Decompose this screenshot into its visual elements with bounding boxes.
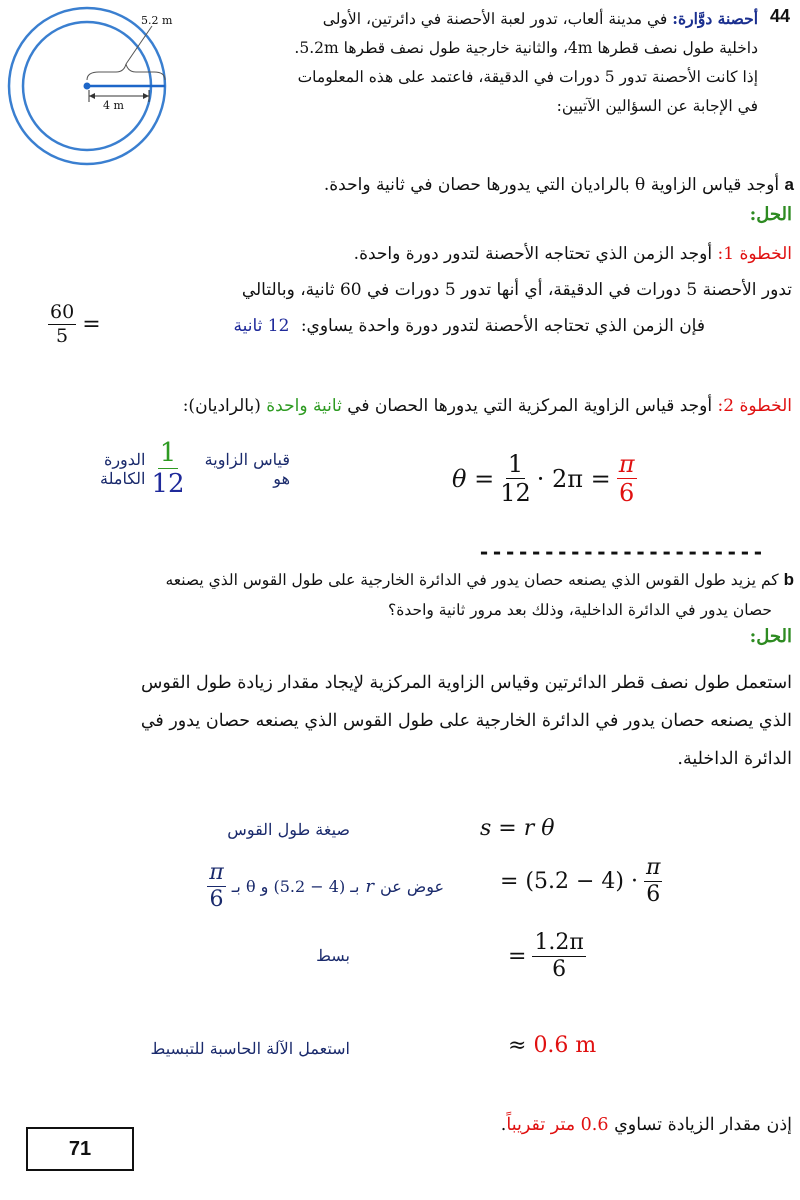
row-1-math: s = r θ — [480, 816, 555, 841]
conclusion-text-a: إذن مقدار الزيادة تساوي — [614, 1115, 792, 1135]
step-2-text-b: (بالراديان): — [182, 396, 261, 416]
part-b-letter: b — [783, 570, 794, 589]
page-number: 71 — [68, 1137, 92, 1160]
problem-line-3: إذا كانت الأحصنة تدور 5 دورات في الدقيقة، فاعتمد على هذه المعلومات — [297, 68, 758, 86]
outer-label-leader — [126, 26, 152, 64]
row-4-math-eq: ≈ — [508, 1033, 527, 1058]
part-b-line-1 — [4, 565, 794, 595]
inner-dim-arrow-left — [89, 93, 95, 99]
row-2-math-text: = (5.2 − 4) · — [500, 869, 638, 894]
theta-equation — [452, 452, 637, 505]
step-1-label: الخطوة 1: — [717, 244, 792, 264]
angle-description — [60, 440, 290, 497]
row-2-frac-den: 6 — [209, 887, 224, 912]
row-3-math — [508, 932, 586, 981]
outer-radius-brace — [87, 64, 165, 80]
problem-line-1 — [158, 4, 758, 34]
problem-line-1-text: في مدينة ألعاب، تدور لعبة الأحصنة في دائرتين، الأولى — [322, 10, 668, 28]
step-2-green: ثانية واحدة — [266, 396, 342, 416]
row-2-math-num: π — [645, 855, 661, 880]
angle-frac-den: 12 — [151, 469, 185, 499]
step-1-frac-num: 60 — [50, 301, 75, 323]
row-4-label: استعمل الآلة الحاسبة للتبسيط — [150, 1039, 350, 1058]
step-1 — [22, 240, 792, 268]
theta-res-den: 6 — [619, 479, 635, 507]
part-b-para-3: الدائرة الداخلية. — [677, 749, 792, 769]
step-2-text-a: أوجد قياس الزاوية المركزية التي يدورها الحصان في — [347, 396, 713, 416]
step-1-fraction: $\frac{60}{5}$ = — [50, 301, 101, 347]
part-b-paragraph — [6, 664, 792, 778]
row-2-frac-num: π — [209, 860, 224, 885]
row-4-math — [508, 1033, 596, 1058]
step-1-line-1: تدور الأحصنة 5 دورات في الدقيقة، أي أنها تدور 5 دورات في 60 ثانية، وبالتالي — [241, 280, 792, 300]
page-number-box — [26, 1127, 134, 1171]
row-3-math-den: 6 — [552, 957, 567, 982]
step-1-result: 12 ثانية — [233, 316, 290, 336]
conclusion-text-b: . — [500, 1115, 507, 1135]
row-2-label-b: بـ (4 − 5.2) و θ بـ — [231, 877, 360, 896]
problem-number: 44 — [769, 6, 790, 26]
row-2-label-a: عوض عن — [380, 877, 444, 896]
inner-dim-arrow-right — [143, 93, 149, 99]
step-1-text: أوجد الزمن الذي تحتاجه الأحصنة لتدور دورة واحدة. — [353, 244, 713, 264]
row-3-math-eq: = — [508, 944, 527, 969]
row-1-label: صيغة طول القوس — [227, 820, 350, 839]
row-2-label — [104, 862, 444, 911]
outer-radius-label: 5.2 m — [141, 14, 173, 27]
angle-frac-num: 1 — [159, 438, 177, 468]
row-3-math-num: 1.2π — [534, 930, 584, 955]
part-b-para-1: استعمل طول نصف قطر الدائرتين وقياس الزاوية المركزية لإيجاد مقدار زيادة طول القوس — [141, 673, 792, 693]
inner-radius-label: 4 m — [103, 99, 124, 112]
part-b-line-1-text: كم يزيد طول القوس الذي يصنعه حصان يدور في الدائرة الخارجية على طول القوس الذي يصنعه — [165, 571, 779, 589]
part-a-solution-header: الحل: — [749, 204, 792, 225]
angle-fraction — [152, 440, 185, 497]
problem-statement — [158, 4, 758, 121]
step-2 — [12, 392, 792, 420]
part-a-question — [34, 171, 794, 199]
center-point — [84, 83, 91, 90]
step-1-line-2 — [105, 312, 705, 340]
part-a-letter: a — [784, 175, 794, 194]
step-1-frac-den: 5 — [56, 325, 69, 347]
theta-eq: θ = — [452, 464, 495, 493]
theta-res-num: π — [618, 450, 635, 478]
part-b-para-2: الذي يصنعه حصان يدور في الدائرة الخارجية على طول القوس الذي يصنعه حصان يدور في — [140, 711, 792, 731]
step-2-label: الخطوة 2: — [717, 396, 792, 416]
part-a-text: أوجد قياس الزاوية θ بالراديان التي يدورها حصان في ثانية واحدة. — [323, 175, 780, 195]
conclusion-red: 0.6 متر تقريباً — [506, 1115, 609, 1135]
row-3-label: بسط — [316, 946, 350, 965]
section-separator: ---------------------- — [478, 540, 765, 564]
row-2-math — [500, 857, 662, 906]
part-b-question — [4, 565, 794, 625]
row-2-label-r: r — [365, 876, 375, 897]
step-1-line-2-text: فإن الزمن الذي تحتاجه الأحصنة لتدور دورة واحدة يساوي: — [300, 316, 705, 336]
theta-frac-num: 1 — [507, 450, 524, 478]
angle-text-b: الدورة الكاملة — [100, 449, 146, 488]
part-b-line-2: حصان يدور في الدائرة الداخلية، وذلك بعد مرور ثانية واحدة؟ — [388, 601, 772, 619]
row-4-math-val: 0.6 m — [533, 1033, 597, 1058]
angle-text-a: قياس الزاوية هو — [204, 449, 290, 488]
part-b-solution-header: الحل: — [749, 626, 792, 647]
conclusion — [292, 1115, 792, 1135]
problem-line-4: في الإجابة عن السؤالين الآتيين: — [556, 97, 758, 115]
problem-title: أحصنة دوَّارة: — [672, 9, 758, 28]
theta-mid: · 2π = — [536, 464, 611, 493]
problem-line-2: داخلية طول نصف قطرها 4m، والثانية خارجية طول نصف قطرها 5.2m. — [294, 39, 758, 57]
theta-frac-den: 12 — [500, 479, 531, 507]
row-2-math-den: 6 — [646, 882, 661, 907]
